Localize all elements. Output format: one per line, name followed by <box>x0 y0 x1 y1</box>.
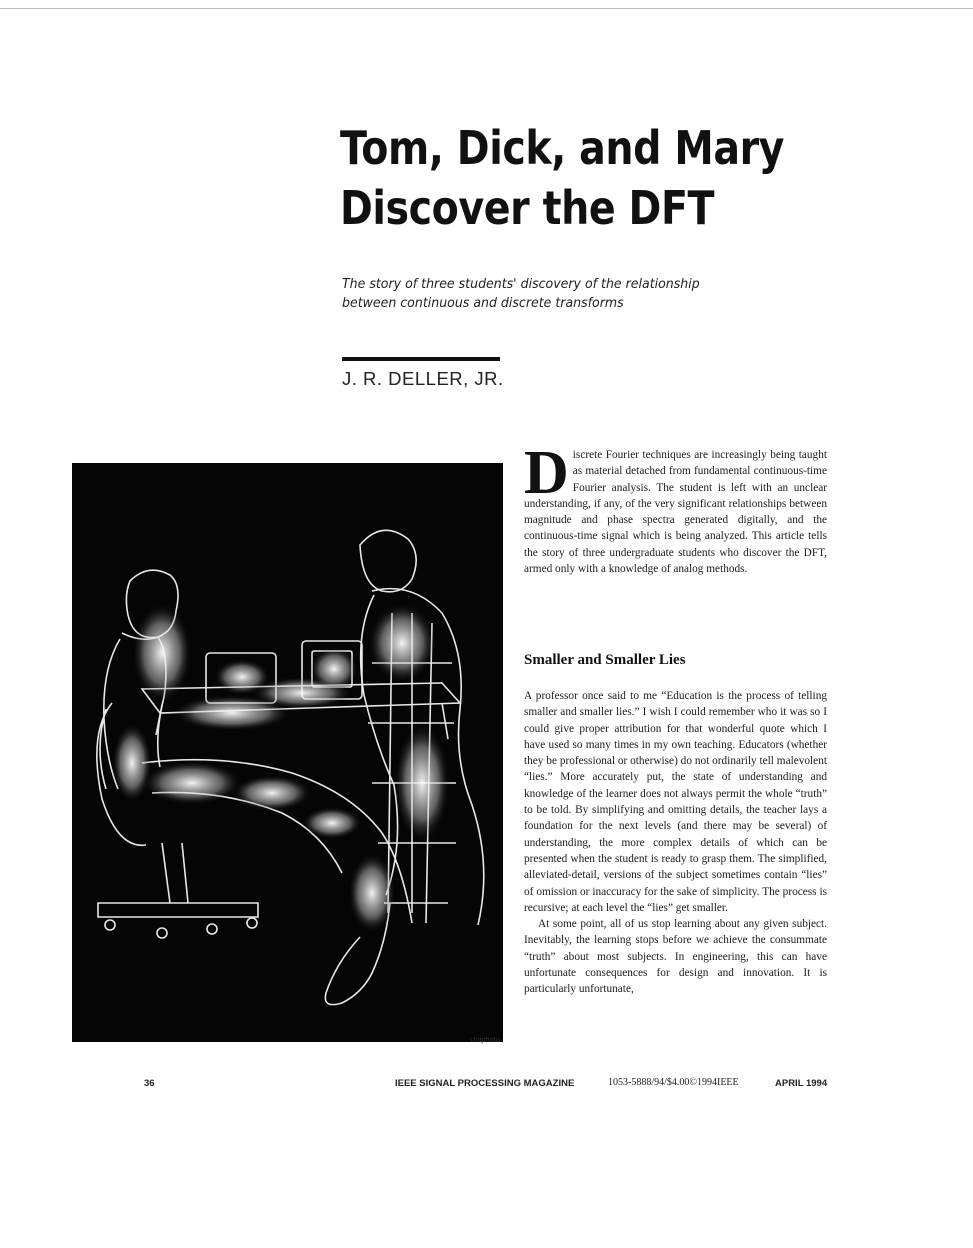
illustration <box>72 463 503 1042</box>
intro-text: iscrete Fourier techniques are increasingly being taught as material detached from fundamental continuous-time Fourier analysis. The student is left with an unclear understanding, if any, of the very significant relationships between magnitude and phase spectra generated digitally, and the continuous-time signal which is being analyzed. This article tells the story of three undergraduate students who discover the DFT, armed only with a knowledge of analog methods. <box>524 449 827 576</box>
body-paragraph-1: A professor once said to me “Education is the process of telling smaller and smaller lies.” I wish I could remember who it was so I could give proper attribution for that wonderful quote which I have used so many times in my own teaching. Educators (whether they be professional or otherwise) do not ordinarily tell malevolent “lies.” More accurately put, the state of understanding and knowledge of the learner does not always permit the whole “truth” to be told. By simplifying and omitting details, the teacher lays a foundation for the next levels (and there may be several) of understanding, the more complex details of which can be presented when the student is ready to grasp them. The simplified, alleviated-detail, versions of the subject sometimes contain “lies” of omission or inaccuracy for the sake of simplicity. The process is recursive; at each level the “lies” get smaller. <box>524 690 827 914</box>
drop-cap: D <box>524 439 569 507</box>
photo-credit: Uniphoto <box>470 1035 501 1044</box>
magazine-name: IEEE SIGNAL PROCESSING MAGAZINE <box>395 1078 575 1089</box>
intro-paragraph <box>524 439 827 577</box>
issn-code: 1053-5888/94/$4.00©1994IEEE <box>608 1077 739 1088</box>
author-rule <box>342 357 500 361</box>
title-line-1: Tom, Dick, and Mary <box>340 121 785 175</box>
body-paragraph-2: At some point, all of us stop learning about any given subject. Inevitably, the learning stops before we achieve the consummate “truth” about most subjects. In engineering, this can have unfortunate consequences for design and innovation. It is particularly unfortunate, <box>524 918 827 996</box>
page-number: 36 <box>144 1078 155 1089</box>
article-subtitle: The story of three students' discovery of the relationship between continuous and discrete transforms <box>342 276 700 311</box>
article-title <box>340 118 856 238</box>
author-name: J. R. DELLER, JR. <box>342 368 504 389</box>
section-heading: Smaller and Smaller Lies <box>524 652 686 668</box>
issue-date: APRIL 1994 <box>775 1078 828 1089</box>
title-line-2: Discover the DFT <box>340 181 715 235</box>
illustration-art <box>72 463 503 1042</box>
top-rule <box>0 8 973 9</box>
section-body <box>524 688 827 998</box>
